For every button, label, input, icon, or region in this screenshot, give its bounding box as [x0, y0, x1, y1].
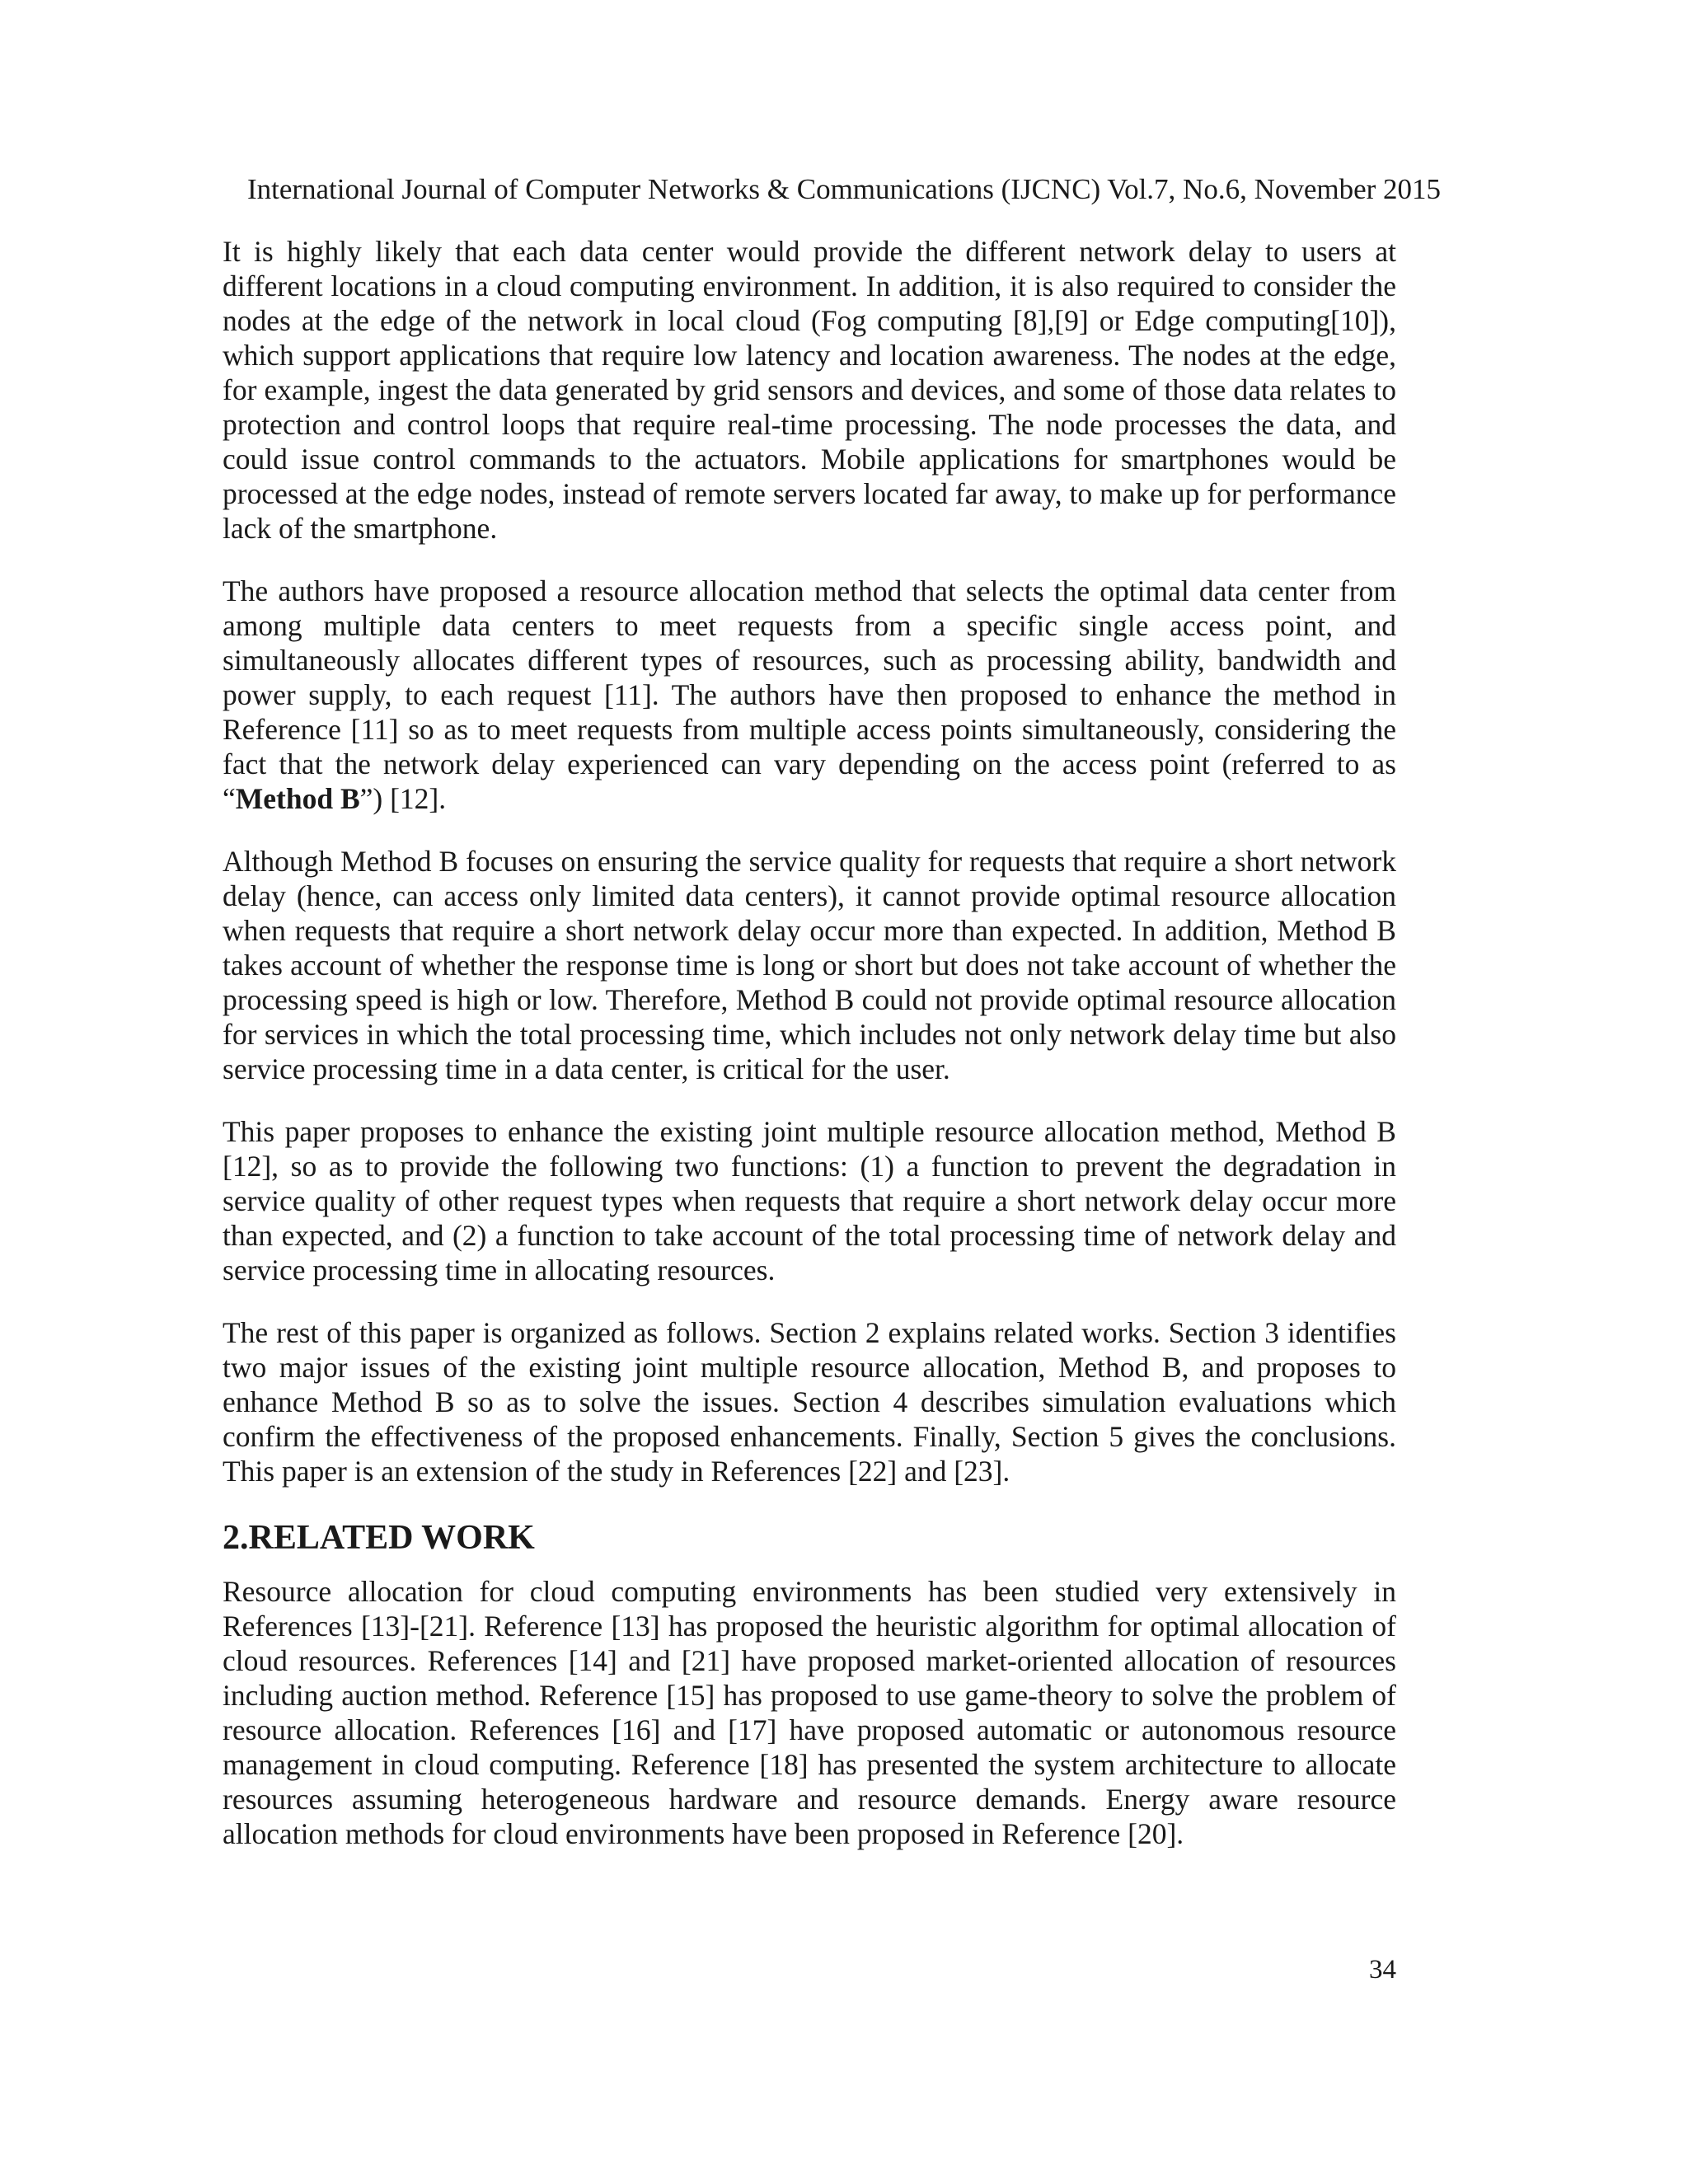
- paragraph-method-b: [223, 574, 1396, 816]
- paragraph-edge-computing: It is highly likely that each data center would provide the different network delay to users at different locations in a cloud computing environment. In addition, it is also required to consider the nodes at the edge of the network in local cloud (Fog computing [8],[9] or Edge computing[10]), which support applications that require low latency and location awareness. The nodes at the edge, for example, ingest the data generated by grid sensors and devices, and some of those data relates to protection and control loops that require real-time processing. The node processes the data, and could issue control commands to the actuators. Mobile applications for smartphones would be processed at the edge nodes, instead of remote servers located far away, to make up for performance lack of the smartphone.: [223, 235, 1396, 545]
- journal-header: International Journal of Computer Networks & Communications (IJCNC) Vol.7, No.6, November 2015: [246, 173, 1442, 205]
- paragraph-method-b-limitations: Although Method B focuses on ensuring the service quality for requests that require a short network delay (hence, can access only limited data centers), it cannot provide optimal resource allocation when requests that require a short network delay occur more than expected. In addition, Method B takes account of whether the response time is long or short but does not take account of whether the processing speed is high or low. Therefore, Method B could not provide optimal resource allocation for services in which the total processing time, which includes not only network delay time but also service processing time in a data center, is critical for the user.: [223, 845, 1396, 1085]
- section-heading-related-work: 2.RELATED WORK: [223, 1519, 535, 1557]
- method-b-term: Method B: [235, 782, 360, 815]
- page-number: 34: [1369, 1955, 1396, 1985]
- paragraph-method-b-text-end: ”) [12].: [359, 782, 447, 815]
- paragraph-proposal: This paper proposes to enhance the existing joint multiple resource allocation method, Method B [12], so as to provide the following two functions: (1) a function to prevent the degradation in service quality of other request types when requests that require a short network delay occur more than expected, and (2) a function to take account of the total processing time of network delay and service processing time in allocating resources.: [223, 1115, 1396, 1286]
- paragraph-related-work: Resource allocation for cloud computing environments has been studied very extensively in References [13]-[21]. Reference [13] has proposed the heuristic algorithm for optimal allocation of cloud resources. References [14] and [21] have proposed market-oriented allocation of resources including auction method. Reference [15] has proposed to use game-theory to solve the problem of resource allocation. References [16] and [17] have proposed automatic or autonomous resource management in cloud computing. Reference [18] has presented the system architecture to allocate resources assuming heterogeneous hardware and resource demands. Energy aware resource allocation methods for cloud environments have been proposed in Reference [20].: [223, 1575, 1396, 1850]
- paragraph-paper-organization: The rest of this paper is organized as follows. Section 2 explains related works. Section 3 identifies two major issues of the existing joint multiple resource allocation, Method B, and proposes to enhance Method B so as to solve the issues. Section 4 describes simulation evaluations which confirm the effectiveness of the proposed enhancements. Finally, Section 5 gives the conclusions. This paper is an extension of the study in References [22] and [23].: [223, 1316, 1396, 1488]
- paragraph-method-b-text-start: The authors have proposed a resource allocation method that selects the optimal data center from among multiple data centers to meet requests from a specific single access point, and simultaneously allocates different types of resources, such as processing ability, bandwidth and power supply, to each request [11]. The authors have then proposed to enhance the method in Reference [11] so as to meet requests from multiple access points simultaneously, considering the fact that the network delay experienced can vary depending on the access point (referred to as “: [223, 574, 1396, 815]
- page-body: [223, 234, 1396, 1879]
